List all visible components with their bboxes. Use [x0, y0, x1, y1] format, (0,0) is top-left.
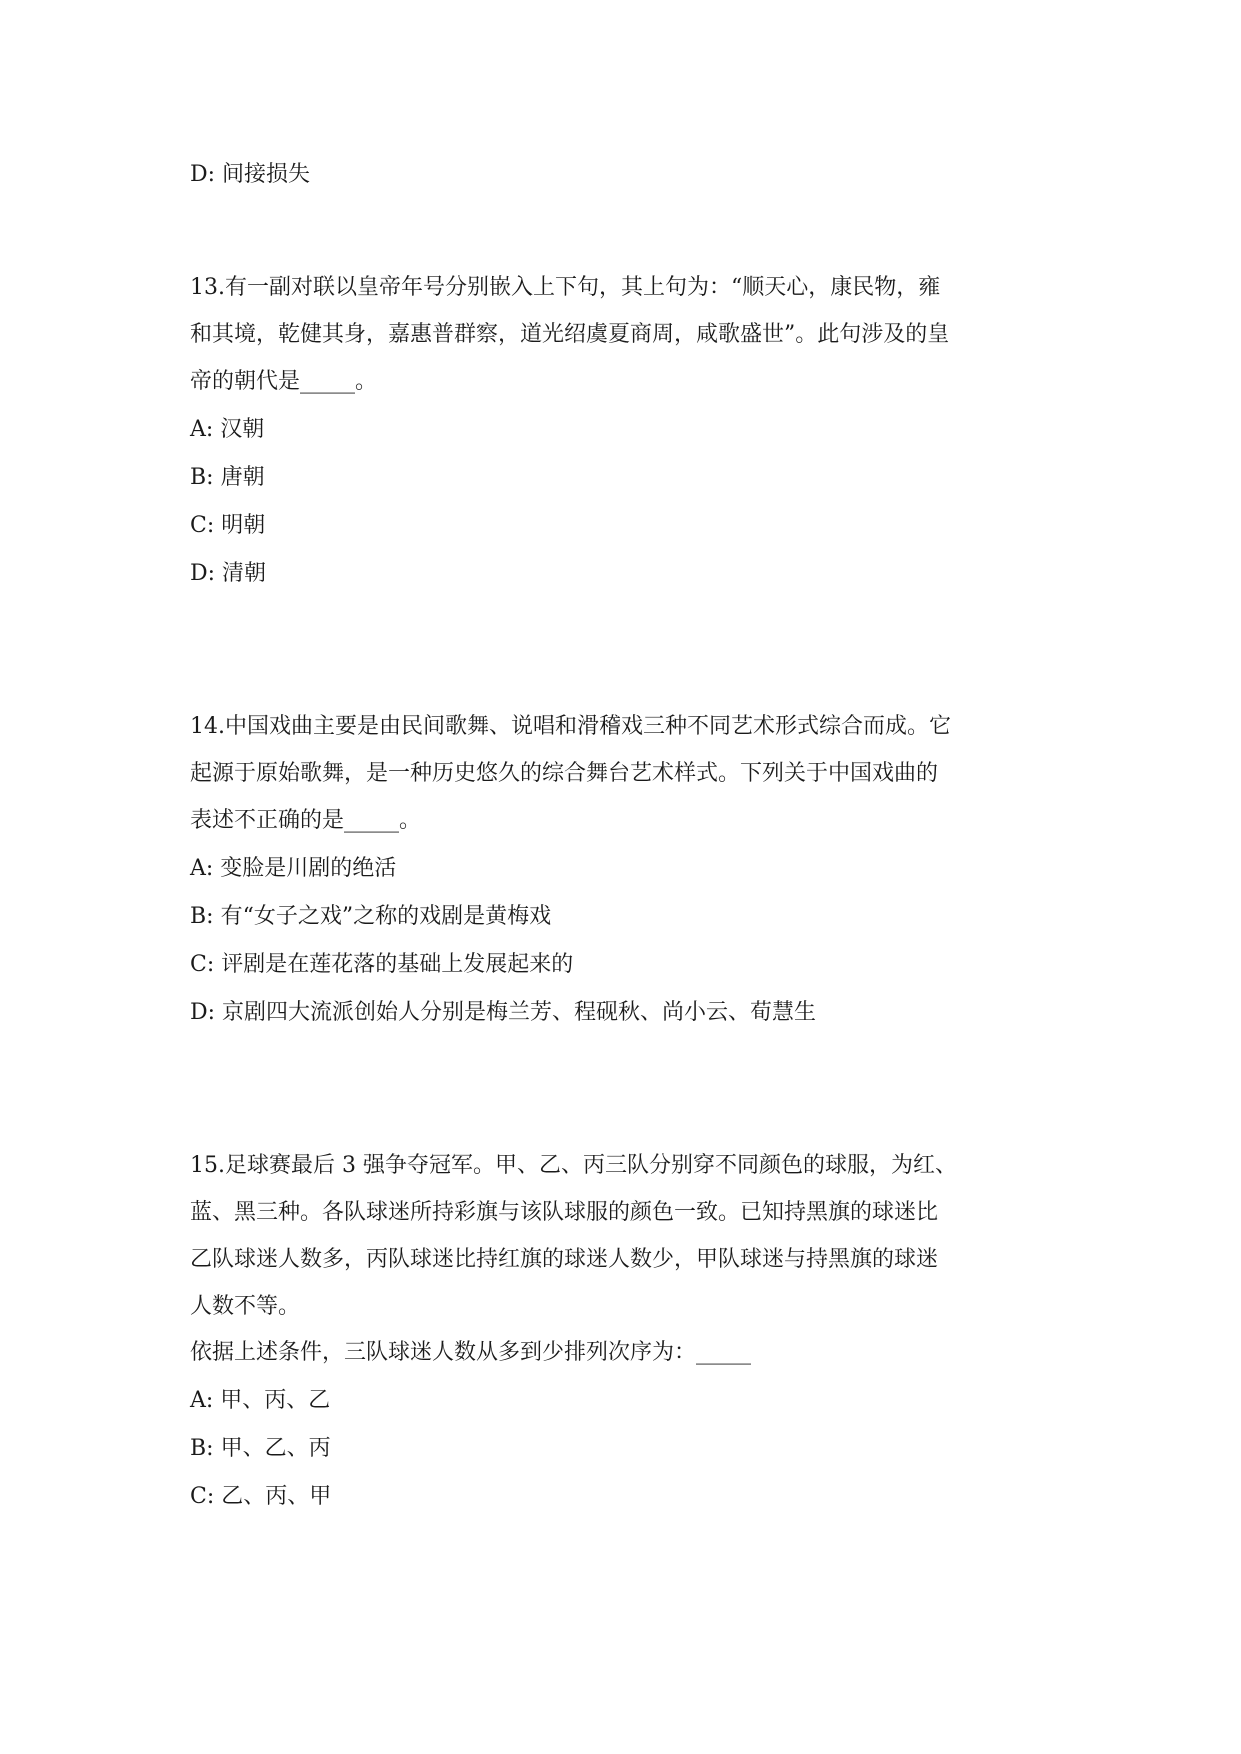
q14-stem-line-3: 表述不正确的是_____。 [190, 808, 422, 833]
q13-stem-line-3: 帝的朝代是_____。 [190, 369, 378, 394]
q13-stem-line-2: 和其境，乾健其身，嘉惠普群察，道光绍虞夏商周，咸歌盛世”。此句涉及的皇 [190, 322, 950, 347]
q15-option-a: A: 甲、丙、乙 [190, 1388, 331, 1413]
q13-option-c: C: 明朝 [190, 513, 266, 538]
q14-option-c: C: 评剧是在莲花落的基础上发展起来的 [190, 952, 574, 977]
q14-option-d: D: 京剧四大流派创始人分别是梅兰芳、程砚秋、尚小云、荀慧生 [190, 1000, 817, 1025]
q15-option-b: B: 甲、乙、丙 [190, 1436, 331, 1461]
q14-option-a: A: 变脸是川剧的绝活 [190, 856, 397, 881]
q15-option-c: C: 乙、丙、甲 [190, 1484, 332, 1509]
q15-stem-line-2: 蓝、黑三种。各队球迷所持彩旗与该队球服的颜色一致。已知持黑旗的球迷比 [190, 1200, 939, 1225]
q15-stem-line-5: 依据上述条件，三队球迷人数从多到少排列次序为：_____ [190, 1340, 752, 1365]
q14-stem-line-1: 14.中国戏曲主要是由民间歌舞、说唱和滑稽戏三种不同艺术形式综合而成。它 [190, 714, 951, 739]
q12-option-d: D: 间接损失 [190, 162, 311, 187]
q15-stem-line-4: 人数不等。 [190, 1294, 301, 1319]
q14-stem-line-2: 起源于原始歌舞，是一种历史悠久的综合舞台艺术样式。下列关于中国戏曲的 [190, 761, 939, 786]
q14-option-b: B: 有“女子之戏”之称的戏剧是黄梅戏 [190, 904, 552, 929]
q13-option-a: A: 汉朝 [190, 417, 265, 442]
q13-stem-line-1: 13.有一副对联以皇帝年号分别嵌入上下句，其上句为：“顺天心，康民物，雍 [190, 275, 941, 300]
q15-stem-line-1: 15.足球赛最后 3 强争夺冠军。甲、乙、丙三队分别穿不同颜色的球服，为红、 [190, 1153, 957, 1178]
q13-option-b: B: 唐朝 [190, 465, 265, 490]
q15-stem-line-3: 乙队球迷人数多，丙队球迷比持红旗的球迷人数少，甲队球迷与持黑旗的球迷 [190, 1247, 939, 1272]
q13-option-d: D: 清朝 [190, 561, 267, 586]
